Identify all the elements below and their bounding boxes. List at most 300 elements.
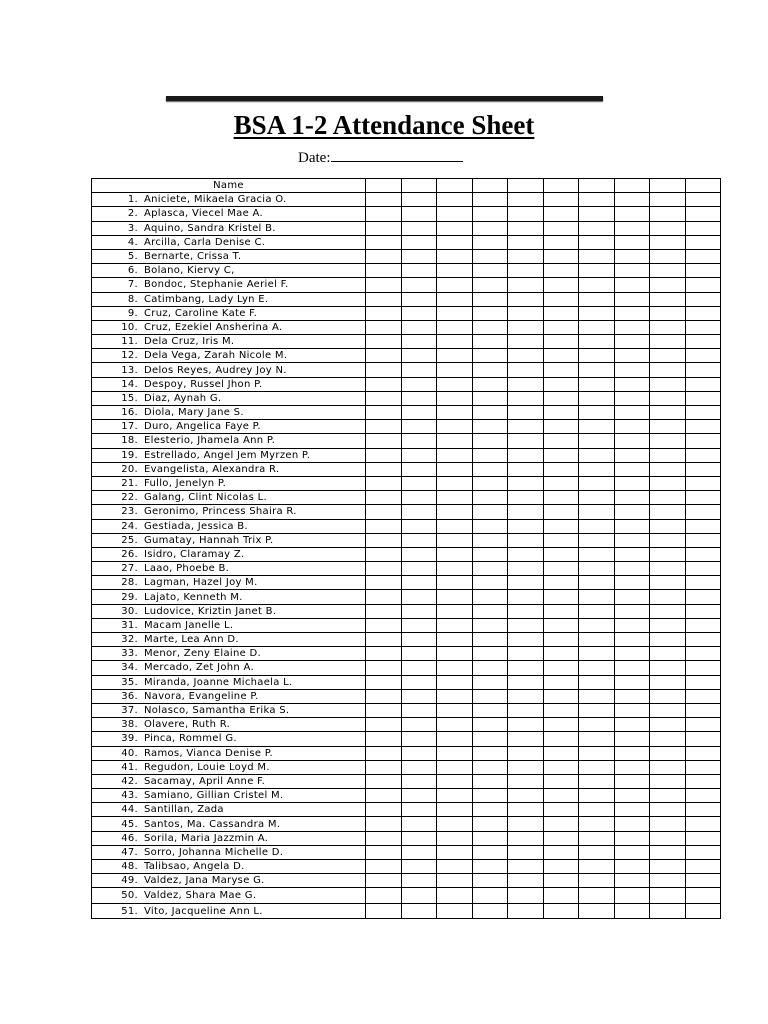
attendance-cell[interactable] — [472, 476, 508, 490]
attendance-cell[interactable] — [614, 547, 650, 561]
attendance-cell[interactable] — [508, 647, 544, 661]
attendance-cell[interactable] — [401, 292, 437, 306]
attendance-cell[interactable] — [685, 562, 721, 576]
attendance-cell[interactable] — [614, 647, 650, 661]
attendance-cell[interactable] — [685, 718, 721, 732]
attendance-cell[interactable] — [508, 874, 544, 888]
attendance-cell[interactable] — [472, 774, 508, 788]
attendance-cell[interactable] — [543, 888, 579, 904]
attendance-cell[interactable] — [614, 703, 650, 717]
attendance-cell[interactable] — [685, 249, 721, 263]
attendance-cell[interactable] — [472, 718, 508, 732]
attendance-cell[interactable] — [579, 278, 615, 292]
attendance-cell[interactable] — [366, 519, 402, 533]
attendance-cell[interactable] — [401, 406, 437, 420]
attendance-cell[interactable] — [472, 633, 508, 647]
attendance-cell[interactable] — [401, 519, 437, 533]
attendance-cell[interactable] — [437, 689, 473, 703]
attendance-cell[interactable] — [472, 661, 508, 675]
attendance-cell[interactable] — [437, 491, 473, 505]
attendance-cell[interactable] — [685, 888, 721, 904]
attendance-cell[interactable] — [543, 476, 579, 490]
attendance-cell[interactable] — [685, 732, 721, 746]
attendance-cell[interactable] — [401, 335, 437, 349]
attendance-cell[interactable] — [401, 675, 437, 689]
attendance-cell[interactable] — [508, 533, 544, 547]
attendance-cell[interactable] — [437, 519, 473, 533]
attendance-cell[interactable] — [508, 774, 544, 788]
attendance-cell[interactable] — [614, 860, 650, 874]
attendance-cell[interactable] — [543, 491, 579, 505]
attendance-cell[interactable] — [543, 647, 579, 661]
attendance-cell[interactable] — [366, 235, 402, 249]
attendance-cell[interactable] — [437, 505, 473, 519]
attendance-cell[interactable] — [401, 448, 437, 462]
attendance-cell[interactable] — [650, 562, 686, 576]
attendance-cell[interactable] — [472, 533, 508, 547]
attendance-cell[interactable] — [685, 576, 721, 590]
attendance-cell[interactable] — [543, 349, 579, 363]
attendance-cell[interactable] — [366, 789, 402, 803]
attendance-cell[interactable] — [401, 306, 437, 320]
attendance-cell[interactable] — [650, 476, 686, 490]
attendance-cell[interactable] — [614, 633, 650, 647]
attendance-cell[interactable] — [579, 221, 615, 235]
attendance-cell[interactable] — [685, 221, 721, 235]
attendance-cell[interactable] — [650, 718, 686, 732]
attendance-cell[interactable] — [579, 363, 615, 377]
attendance-cell[interactable] — [437, 264, 473, 278]
attendance-cell[interactable] — [401, 562, 437, 576]
attendance-cell[interactable] — [543, 774, 579, 788]
attendance-cell[interactable] — [401, 703, 437, 717]
attendance-cell[interactable] — [437, 703, 473, 717]
attendance-cell[interactable] — [579, 420, 615, 434]
attendance-cell[interactable] — [437, 547, 473, 561]
attendance-cell[interactable] — [472, 249, 508, 263]
attendance-cell[interactable] — [614, 292, 650, 306]
attendance-cell[interactable] — [472, 221, 508, 235]
attendance-cell[interactable] — [366, 746, 402, 760]
attendance-cell[interactable] — [614, 760, 650, 774]
attendance-cell[interactable] — [437, 420, 473, 434]
attendance-cell[interactable] — [614, 576, 650, 590]
attendance-cell[interactable] — [401, 789, 437, 803]
attendance-cell[interactable] — [650, 462, 686, 476]
attendance-cell[interactable] — [437, 406, 473, 420]
attendance-cell[interactable] — [366, 689, 402, 703]
attendance-cell[interactable] — [437, 320, 473, 334]
attendance-cell[interactable] — [685, 533, 721, 547]
attendance-cell[interactable] — [366, 547, 402, 561]
attendance-cell[interactable] — [437, 789, 473, 803]
attendance-cell[interactable] — [508, 718, 544, 732]
attendance-cell[interactable] — [366, 576, 402, 590]
attendance-cell[interactable] — [650, 278, 686, 292]
attendance-cell[interactable] — [366, 604, 402, 618]
attendance-cell[interactable] — [614, 505, 650, 519]
attendance-cell[interactable] — [508, 278, 544, 292]
attendance-cell[interactable] — [614, 718, 650, 732]
attendance-cell[interactable] — [685, 689, 721, 703]
attendance-cell[interactable] — [366, 335, 402, 349]
attendance-cell[interactable] — [543, 420, 579, 434]
attendance-cell[interactable] — [579, 903, 615, 919]
attendance-cell[interactable] — [472, 760, 508, 774]
attendance-cell[interactable] — [472, 306, 508, 320]
attendance-cell[interactable] — [366, 590, 402, 604]
attendance-cell[interactable] — [401, 718, 437, 732]
attendance-cell[interactable] — [437, 860, 473, 874]
attendance-cell[interactable] — [685, 675, 721, 689]
attendance-cell[interactable] — [579, 249, 615, 263]
attendance-cell[interactable] — [614, 689, 650, 703]
attendance-cell[interactable] — [401, 774, 437, 788]
attendance-cell[interactable] — [472, 406, 508, 420]
attendance-cell[interactable] — [366, 661, 402, 675]
attendance-cell[interactable] — [650, 845, 686, 859]
attendance-cell[interactable] — [650, 547, 686, 561]
attendance-cell[interactable] — [508, 576, 544, 590]
attendance-cell[interactable] — [437, 207, 473, 221]
attendance-cell[interactable] — [366, 633, 402, 647]
attendance-cell[interactable] — [437, 349, 473, 363]
attendance-cell[interactable] — [650, 391, 686, 405]
attendance-cell[interactable] — [401, 491, 437, 505]
attendance-cell[interactable] — [543, 193, 579, 207]
attendance-cell[interactable] — [543, 689, 579, 703]
attendance-cell[interactable] — [579, 647, 615, 661]
attendance-cell[interactable] — [437, 434, 473, 448]
attendance-cell[interactable] — [543, 434, 579, 448]
attendance-cell[interactable] — [472, 420, 508, 434]
attendance-cell[interactable] — [401, 817, 437, 831]
attendance-cell[interactable] — [508, 249, 544, 263]
attendance-cell[interactable] — [366, 377, 402, 391]
attendance-cell[interactable] — [614, 618, 650, 632]
attendance-cell[interactable] — [614, 306, 650, 320]
attendance-cell[interactable] — [437, 675, 473, 689]
attendance-cell[interactable] — [579, 618, 615, 632]
attendance-cell[interactable] — [685, 590, 721, 604]
attendance-cell[interactable] — [472, 590, 508, 604]
attendance-cell[interactable] — [543, 221, 579, 235]
attendance-cell[interactable] — [543, 235, 579, 249]
attendance-cell[interactable] — [543, 306, 579, 320]
attendance-cell[interactable] — [579, 732, 615, 746]
attendance-cell[interactable] — [579, 718, 615, 732]
attendance-cell[interactable] — [614, 519, 650, 533]
attendance-cell[interactable] — [508, 335, 544, 349]
attendance-cell[interactable] — [650, 618, 686, 632]
attendance-cell[interactable] — [579, 462, 615, 476]
attendance-cell[interactable] — [685, 874, 721, 888]
attendance-cell[interactable] — [472, 817, 508, 831]
attendance-cell[interactable] — [543, 633, 579, 647]
attendance-cell[interactable] — [437, 249, 473, 263]
attendance-cell[interactable] — [579, 292, 615, 306]
attendance-cell[interactable] — [437, 732, 473, 746]
attendance-cell[interactable] — [366, 462, 402, 476]
attendance-cell[interactable] — [614, 335, 650, 349]
attendance-cell[interactable] — [685, 817, 721, 831]
attendance-cell[interactable] — [650, 519, 686, 533]
attendance-cell[interactable] — [685, 505, 721, 519]
attendance-cell[interactable] — [543, 335, 579, 349]
attendance-cell[interactable] — [650, 292, 686, 306]
attendance-cell[interactable] — [437, 845, 473, 859]
attendance-cell[interactable] — [614, 278, 650, 292]
attendance-cell[interactable] — [437, 278, 473, 292]
attendance-cell[interactable] — [437, 633, 473, 647]
attendance-cell[interactable] — [401, 604, 437, 618]
attendance-cell[interactable] — [508, 491, 544, 505]
attendance-cell[interactable] — [543, 789, 579, 803]
attendance-cell[interactable] — [685, 349, 721, 363]
attendance-cell[interactable] — [650, 803, 686, 817]
attendance-cell[interactable] — [650, 689, 686, 703]
attendance-cell[interactable] — [508, 562, 544, 576]
attendance-cell[interactable] — [579, 207, 615, 221]
attendance-cell[interactable] — [579, 320, 615, 334]
attendance-cell[interactable] — [472, 903, 508, 919]
attendance-cell[interactable] — [508, 377, 544, 391]
attendance-cell[interactable] — [579, 888, 615, 904]
attendance-cell[interactable] — [508, 448, 544, 462]
attendance-cell[interactable] — [472, 547, 508, 561]
attendance-cell[interactable] — [401, 420, 437, 434]
attendance-cell[interactable] — [579, 235, 615, 249]
attendance-cell[interactable] — [650, 647, 686, 661]
attendance-cell[interactable] — [650, 817, 686, 831]
attendance-cell[interactable] — [614, 604, 650, 618]
attendance-cell[interactable] — [366, 306, 402, 320]
attendance-cell[interactable] — [579, 264, 615, 278]
attendance-cell[interactable] — [508, 903, 544, 919]
attendance-cell[interactable] — [543, 462, 579, 476]
attendance-cell[interactable] — [543, 590, 579, 604]
attendance-cell[interactable] — [685, 476, 721, 490]
attendance-cell[interactable] — [685, 406, 721, 420]
attendance-cell[interactable] — [508, 604, 544, 618]
attendance-cell[interactable] — [543, 831, 579, 845]
attendance-cell[interactable] — [614, 207, 650, 221]
attendance-cell[interactable] — [366, 363, 402, 377]
attendance-cell[interactable] — [614, 562, 650, 576]
attendance-cell[interactable] — [579, 661, 615, 675]
attendance-cell[interactable] — [437, 533, 473, 547]
attendance-cell[interactable] — [685, 448, 721, 462]
attendance-cell[interactable] — [472, 278, 508, 292]
attendance-cell[interactable] — [650, 661, 686, 675]
attendance-cell[interactable] — [685, 278, 721, 292]
attendance-cell[interactable] — [508, 760, 544, 774]
attendance-cell[interactable] — [543, 618, 579, 632]
attendance-cell[interactable] — [579, 377, 615, 391]
attendance-cell[interactable] — [650, 448, 686, 462]
attendance-cell[interactable] — [579, 533, 615, 547]
attendance-cell[interactable] — [579, 633, 615, 647]
attendance-cell[interactable] — [579, 476, 615, 490]
attendance-cell[interactable] — [685, 207, 721, 221]
attendance-cell[interactable] — [614, 221, 650, 235]
attendance-cell[interactable] — [685, 264, 721, 278]
attendance-cell[interactable] — [401, 462, 437, 476]
attendance-cell[interactable] — [366, 618, 402, 632]
attendance-cell[interactable] — [685, 661, 721, 675]
attendance-cell[interactable] — [614, 831, 650, 845]
attendance-cell[interactable] — [472, 874, 508, 888]
attendance-cell[interactable] — [508, 519, 544, 533]
attendance-cell[interactable] — [472, 264, 508, 278]
attendance-cell[interactable] — [579, 590, 615, 604]
attendance-cell[interactable] — [437, 391, 473, 405]
attendance-cell[interactable] — [437, 590, 473, 604]
attendance-cell[interactable] — [685, 320, 721, 334]
attendance-cell[interactable] — [650, 491, 686, 505]
attendance-cell[interactable] — [543, 732, 579, 746]
attendance-cell[interactable] — [579, 193, 615, 207]
attendance-cell[interactable] — [650, 760, 686, 774]
attendance-cell[interactable] — [366, 874, 402, 888]
attendance-cell[interactable] — [685, 845, 721, 859]
attendance-cell[interactable] — [579, 831, 615, 845]
attendance-cell[interactable] — [650, 590, 686, 604]
attendance-cell[interactable] — [543, 533, 579, 547]
attendance-cell[interactable] — [543, 746, 579, 760]
attendance-cell[interactable] — [508, 505, 544, 519]
attendance-cell[interactable] — [685, 774, 721, 788]
attendance-cell[interactable] — [437, 448, 473, 462]
attendance-cell[interactable] — [650, 703, 686, 717]
attendance-cell[interactable] — [579, 604, 615, 618]
attendance-cell[interactable] — [614, 888, 650, 904]
attendance-cell[interactable] — [685, 306, 721, 320]
attendance-cell[interactable] — [366, 249, 402, 263]
attendance-cell[interactable] — [401, 831, 437, 845]
attendance-cell[interactable] — [685, 633, 721, 647]
attendance-cell[interactable] — [543, 249, 579, 263]
attendance-cell[interactable] — [614, 406, 650, 420]
attendance-cell[interactable] — [508, 406, 544, 420]
attendance-cell[interactable] — [650, 221, 686, 235]
attendance-cell[interactable] — [579, 562, 615, 576]
attendance-cell[interactable] — [614, 903, 650, 919]
attendance-cell[interactable] — [579, 335, 615, 349]
attendance-cell[interactable] — [579, 760, 615, 774]
attendance-cell[interactable] — [650, 774, 686, 788]
attendance-cell[interactable] — [366, 320, 402, 334]
attendance-cell[interactable] — [508, 320, 544, 334]
attendance-cell[interactable] — [401, 249, 437, 263]
attendance-cell[interactable] — [472, 519, 508, 533]
attendance-cell[interactable] — [650, 903, 686, 919]
attendance-cell[interactable] — [579, 349, 615, 363]
attendance-cell[interactable] — [472, 562, 508, 576]
attendance-cell[interactable] — [614, 377, 650, 391]
attendance-cell[interactable] — [472, 888, 508, 904]
attendance-cell[interactable] — [366, 845, 402, 859]
attendance-cell[interactable] — [543, 860, 579, 874]
attendance-cell[interactable] — [437, 292, 473, 306]
attendance-cell[interactable] — [508, 633, 544, 647]
attendance-cell[interactable] — [472, 675, 508, 689]
attendance-cell[interactable] — [437, 235, 473, 249]
attendance-cell[interactable] — [579, 406, 615, 420]
attendance-cell[interactable] — [650, 193, 686, 207]
attendance-cell[interactable] — [508, 845, 544, 859]
attendance-cell[interactable] — [401, 377, 437, 391]
attendance-cell[interactable] — [614, 434, 650, 448]
attendance-cell[interactable] — [650, 377, 686, 391]
attendance-cell[interactable] — [650, 420, 686, 434]
attendance-cell[interactable] — [650, 320, 686, 334]
attendance-cell[interactable] — [437, 221, 473, 235]
attendance-cell[interactable] — [579, 817, 615, 831]
attendance-cell[interactable] — [472, 860, 508, 874]
attendance-cell[interactable] — [437, 874, 473, 888]
attendance-cell[interactable] — [508, 292, 544, 306]
attendance-cell[interactable] — [685, 363, 721, 377]
attendance-cell[interactable] — [579, 448, 615, 462]
attendance-cell[interactable] — [437, 193, 473, 207]
attendance-cell[interactable] — [437, 618, 473, 632]
attendance-cell[interactable] — [472, 618, 508, 632]
attendance-cell[interactable] — [685, 789, 721, 803]
attendance-cell[interactable] — [579, 519, 615, 533]
attendance-cell[interactable] — [472, 703, 508, 717]
attendance-cell[interactable] — [579, 774, 615, 788]
attendance-cell[interactable] — [437, 363, 473, 377]
attendance-cell[interactable] — [401, 874, 437, 888]
attendance-cell[interactable] — [614, 845, 650, 859]
attendance-cell[interactable] — [685, 618, 721, 632]
attendance-cell[interactable] — [366, 718, 402, 732]
attendance-cell[interactable] — [543, 505, 579, 519]
attendance-cell[interactable] — [685, 335, 721, 349]
attendance-cell[interactable] — [472, 576, 508, 590]
attendance-cell[interactable] — [614, 874, 650, 888]
attendance-cell[interactable] — [401, 803, 437, 817]
attendance-cell[interactable] — [401, 434, 437, 448]
attendance-cell[interactable] — [472, 193, 508, 207]
attendance-cell[interactable] — [614, 590, 650, 604]
attendance-cell[interactable] — [650, 789, 686, 803]
attendance-cell[interactable] — [472, 235, 508, 249]
attendance-cell[interactable] — [685, 462, 721, 476]
attendance-cell[interactable] — [543, 292, 579, 306]
attendance-cell[interactable] — [685, 491, 721, 505]
attendance-cell[interactable] — [437, 746, 473, 760]
attendance-cell[interactable] — [650, 505, 686, 519]
attendance-cell[interactable] — [685, 860, 721, 874]
attendance-cell[interactable] — [437, 831, 473, 845]
attendance-cell[interactable] — [543, 845, 579, 859]
attendance-cell[interactable] — [685, 292, 721, 306]
attendance-cell[interactable] — [401, 661, 437, 675]
attendance-cell[interactable] — [508, 703, 544, 717]
attendance-cell[interactable] — [508, 817, 544, 831]
attendance-cell[interactable] — [650, 335, 686, 349]
attendance-cell[interactable] — [508, 193, 544, 207]
attendance-cell[interactable] — [437, 774, 473, 788]
attendance-cell[interactable] — [472, 803, 508, 817]
attendance-cell[interactable] — [685, 193, 721, 207]
attendance-cell[interactable] — [401, 547, 437, 561]
attendance-cell[interactable] — [650, 349, 686, 363]
attendance-cell[interactable] — [543, 363, 579, 377]
attendance-cell[interactable] — [614, 193, 650, 207]
